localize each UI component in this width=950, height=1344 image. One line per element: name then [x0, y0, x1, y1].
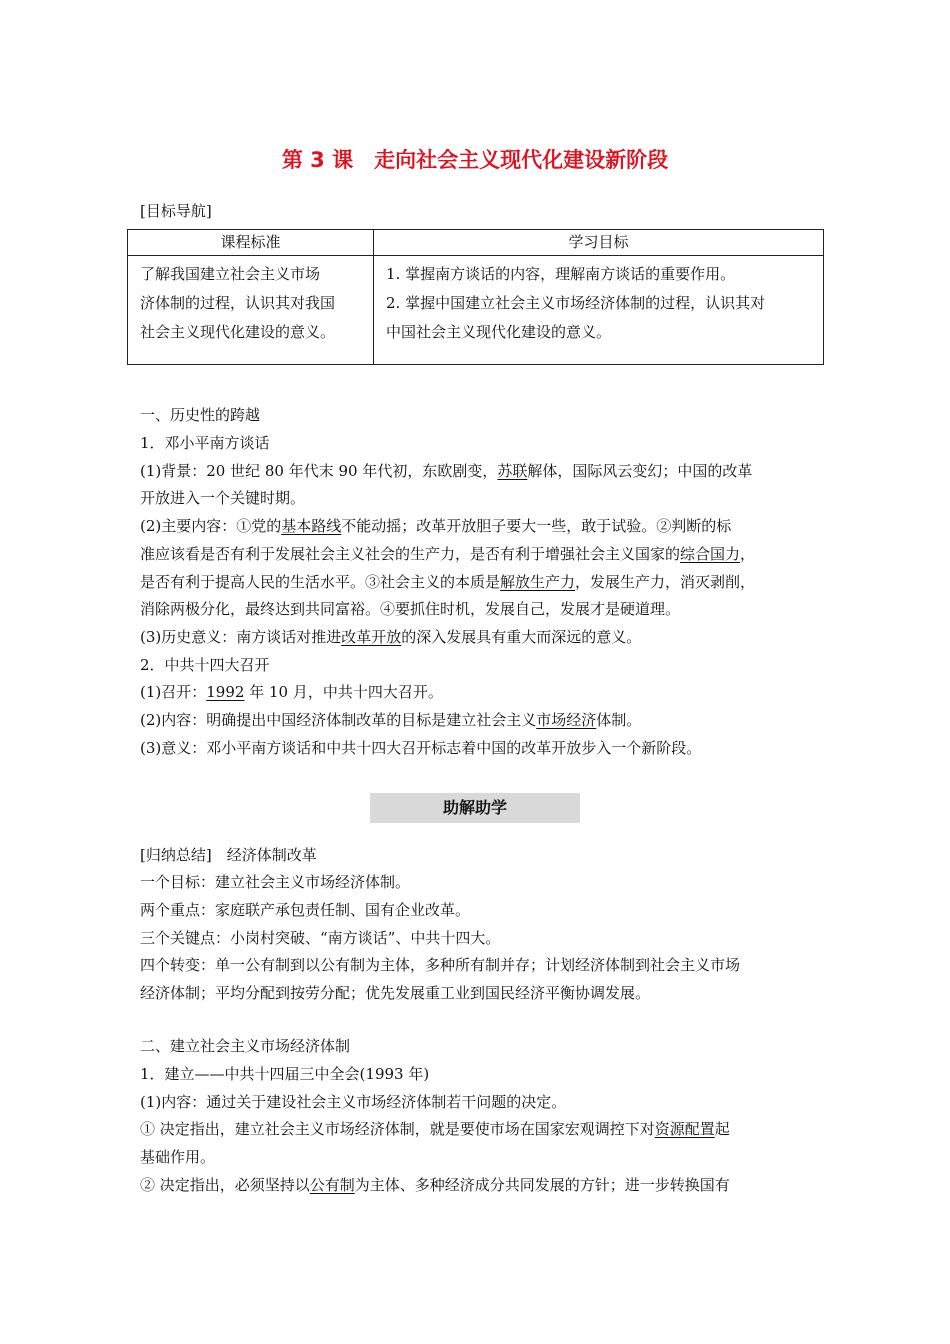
paragraph-line: [140, 1119, 730, 1139]
text: 准应该看是否有利于发展社会主义社会的生产力，是否有利于增强社会主义国家的: [140, 545, 681, 563]
learning-goals-cell: [374, 256, 824, 365]
paragraph-line: [140, 710, 641, 730]
subsection-heading: 1．邓小平南方谈话: [140, 434, 270, 452]
paragraph-line: [140, 461, 752, 481]
text: 体制。: [596, 711, 642, 729]
subsection-heading: 1．建立——中共十四届三中全会(1993 年): [140, 1065, 430, 1083]
paragraph-line: [140, 1175, 730, 1195]
text: 的深入发展具有重大而深远的意义。: [401, 628, 642, 646]
lesson-title: 第 3 课 走向社会主义现代化建设新阶段: [281, 148, 669, 172]
summary-line: 四个转变：单一公有制到以公有制为主体，多种所有制并存；计划经济体制到社会主义市场: [140, 956, 741, 974]
header-course-standard: 课程标准: [128, 230, 374, 256]
section-heading: 二、建立社会主义市场经济体制: [140, 1037, 351, 1055]
underlined-term: 资源配置: [654, 1120, 715, 1138]
text: (1)召开：: [140, 683, 207, 701]
text: 年 10 月，中共十四大召开。: [244, 683, 443, 701]
goal-line: 1. 掌握南方谈话的内容，理解南方谈话的重要作用。: [386, 265, 736, 283]
section-heading: 一、历史性的跨越: [140, 406, 261, 424]
underlined-term: 公有制: [309, 1176, 355, 1194]
paragraph-line: [140, 572, 755, 592]
summary-line: 两个重点：家庭联产承包责任制、国有企业改革。: [140, 901, 471, 919]
text: 为主体、多种经济成分共同发展的方针；进一步转换国有: [354, 1176, 730, 1194]
paragraph-line: 开放进入一个关键时期。: [140, 489, 306, 507]
subsection-heading: 2．中共十四大召开: [140, 656, 270, 674]
goal-line: 2. 掌握中国建立社会主义市场经济体制的过程，认识其对: [386, 294, 766, 312]
text: ② 决定指出，必须坚持以: [140, 1176, 310, 1194]
course-standard-cell: [128, 256, 374, 365]
paragraph-line: [140, 544, 755, 564]
text: (3)历史意义：南方谈话对推进: [140, 628, 342, 646]
underlined-term: 市场经济: [536, 711, 597, 729]
standard-line: 了解我国建立社会主义市场: [140, 265, 321, 283]
study-aid-banner: 助解助学: [370, 793, 580, 823]
text: (2)内容：明确提出中国经济体制改革的目标是建立社会主义: [140, 711, 537, 729]
text: (1)背景：20 世纪 80 年代末 90 年代初，东欧剧变，: [140, 462, 498, 480]
paragraph-line: (1)内容：通过关于建设社会主义市场经济体制若干问题的决定。: [140, 1093, 567, 1111]
underlined-term: 基本路线: [281, 517, 342, 535]
text: ，: [740, 545, 756, 563]
text: 不能动摇；改革开放胆子要大一些，敢于试验。②判断的标: [341, 517, 732, 535]
underlined-term: 改革开放: [341, 628, 402, 646]
text: 解体，国际风云变幻；中国的改革: [527, 462, 753, 480]
paragraph-line: 基础作用。: [140, 1148, 216, 1166]
paragraph-line: (3)意义：邓小平南方谈话和中共十四大召开标志着中国的改革开放步入一个新阶段。: [140, 739, 702, 757]
paragraph-line: [140, 627, 641, 647]
standard-line: 社会主义现代化建设的意义。: [140, 323, 336, 341]
text: 是否有利于提高人民的生活水平。③社会主义的本质是: [140, 573, 501, 591]
underlined-term: 解放生产力: [500, 573, 576, 591]
paragraph-line: [140, 516, 731, 536]
goals-table: [127, 229, 824, 365]
standard-line: 济体制的过程，认识其对我国: [140, 294, 336, 312]
underlined-term: 苏联: [497, 462, 528, 480]
summary-line: 一个目标：建立社会主义市场经济体制。: [140, 873, 411, 891]
header-learning-goals: 学习目标: [374, 230, 824, 256]
underlined-term: 综合国力: [680, 545, 741, 563]
underlined-term: 1992: [206, 683, 245, 701]
text: 起: [714, 1120, 730, 1138]
text: (2)主要内容：①党的: [140, 517, 282, 535]
summary-heading: [归纳总结] 经济体制改革: [140, 846, 317, 864]
summary-line: 三个关键点：小岗村突破、“南方谈话”、中共十四大。: [140, 929, 501, 947]
goal-navigation-label: [目标导航]: [140, 202, 212, 220]
summary-line: 经济体制；平均分配到按劳分配；优先发展重工业到国民经济平衡协调发展。: [140, 984, 651, 1002]
table-header-row: [128, 230, 824, 256]
text: ① 决定指出，建立社会主义市场经济体制，就是要使市场在国家宏观调控下对: [140, 1120, 655, 1138]
paragraph-line: 消除两极分化，最终达到共同富裕。④要抓住时机，发展自己，发展才是硬道理。: [140, 600, 681, 618]
goal-line: 中国社会主义现代化建设的意义。: [386, 323, 612, 341]
table-row: [128, 256, 824, 365]
text: ，发展生产力，消灭剥削，: [575, 573, 756, 591]
paragraph-line: [140, 682, 443, 702]
